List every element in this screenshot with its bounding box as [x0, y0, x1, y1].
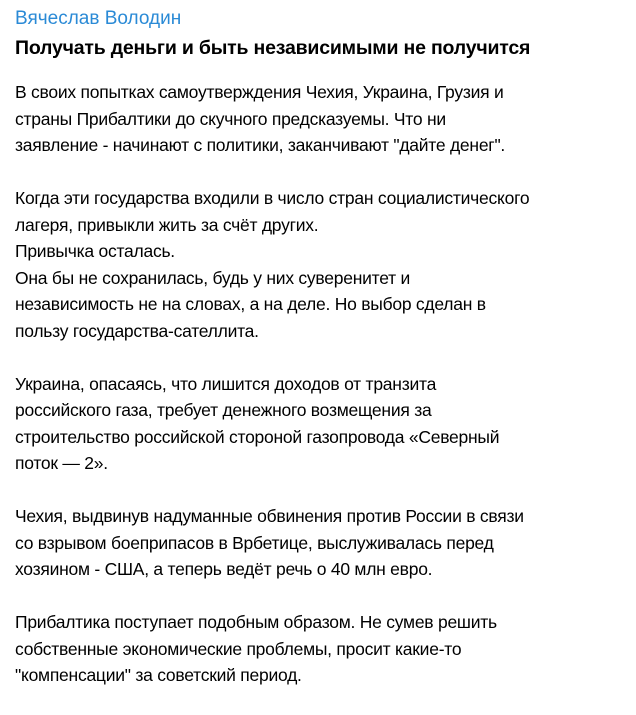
text-line: собственные экономические проблемы, просит какие-то: [15, 638, 462, 659]
message-post: [15, 7, 627, 715]
text-line: лагеря, привыкли жить за счёт других.: [15, 214, 319, 235]
post-title: Получать деньги и быть независимыми не получится: [15, 37, 531, 59]
text-line: Чехия, выдвинув надуманные обвинения против России в связи: [15, 506, 524, 526]
paragraph-4: [15, 503, 627, 583]
text-line: строительство российской стороной газопровода «Северный: [15, 426, 500, 447]
text-line: Прибалтика поступает подобным образом. Не сумев решить: [15, 612, 497, 632]
paragraph-3: [15, 371, 627, 477]
paragraph-2: [15, 185, 627, 344]
text-line: пользу государства-сателлита.: [15, 320, 259, 341]
text-line: хозяином - США, а теперь ведёт речь о 40 млн евро.: [15, 559, 433, 579]
text-line: В своих попытках самоутверждения Чехия, Украина, Грузия и: [15, 82, 504, 102]
text-line: независимость не на словах, а на деле. Но выбор сделан в: [15, 294, 486, 314]
text-line: российского газа, требует денежного возмещения за: [15, 400, 432, 420]
text-line: страны Прибалтики до скучного предсказуемы. Что ни: [15, 108, 446, 129]
text-line: Украина, опасаясь, что лишится доходов от транзита: [15, 373, 437, 394]
text-line: "компенсации" за советский период.: [15, 665, 302, 685]
text-line: Она бы не сохранилась, будь у них суверенитет и: [15, 267, 411, 288]
text-line: Привычка осталась.: [15, 241, 175, 261]
author-name[interactable]: Вячеслав Володин: [15, 8, 182, 29]
text-line: поток — 2».: [15, 453, 108, 473]
post-body: [15, 79, 627, 689]
paragraph-1: [15, 79, 627, 159]
text-line: заявление - начинают с политики, заканчивают "дайте денег".: [15, 135, 506, 155]
paragraph-5: [15, 609, 627, 689]
text-line: Когда эти государства входили в число стран социалистического: [15, 188, 530, 208]
text-line: со взрывом боеприпасов в Врбетице, выслуживалась перед: [15, 532, 494, 553]
